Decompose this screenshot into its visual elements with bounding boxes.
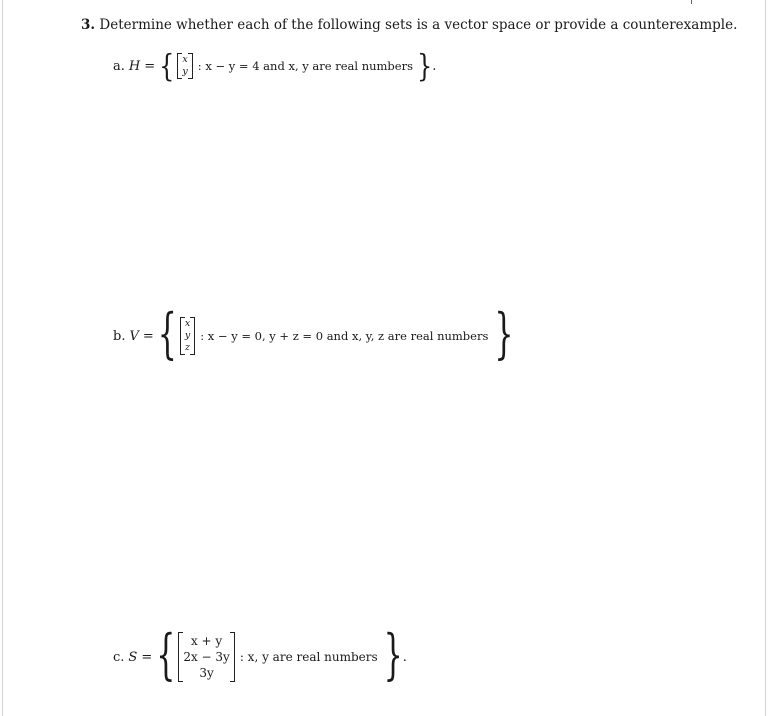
page-corner-mark	[691, 0, 692, 4]
right-brace: }	[494, 303, 514, 367]
problem-text: Determine whether each of the following sets is a vector space or provide a counterexample.	[99, 17, 738, 33]
part-c-condition: : x, y are real numbers	[239, 650, 378, 664]
document-page	[2, 0, 766, 716]
left-brace: {	[156, 624, 176, 688]
vector-entry: x	[182, 54, 188, 65]
part-a-vector	[177, 53, 192, 79]
part-c-vector	[178, 632, 235, 682]
part-b	[113, 305, 513, 367]
part-c-period: .	[402, 649, 407, 665]
part-b-vector	[180, 317, 195, 355]
equals-sign: =	[144, 58, 156, 74]
vector-entry: x + y	[190, 634, 223, 648]
vector-entry: y	[182, 66, 188, 77]
problem-statement	[81, 17, 737, 33]
equals-sign: =	[142, 328, 154, 344]
part-c	[113, 624, 407, 688]
left-brace: {	[159, 47, 175, 85]
part-b-set-name: V	[129, 328, 139, 344]
right-brace: }	[417, 47, 433, 85]
vector-entry: x	[184, 318, 191, 329]
left-brace: {	[157, 303, 177, 367]
equals-sign: =	[141, 649, 153, 665]
part-a-condition: : x − y = 4 and x, y are real numbers	[197, 59, 413, 73]
part-a-set-name: H	[128, 58, 141, 74]
right-brace: }	[383, 624, 403, 688]
part-b-label: b.	[113, 328, 126, 344]
vector-entry: 2x − 3y	[183, 650, 230, 664]
part-a-label: a.	[113, 58, 125, 74]
vector-entry: z	[185, 342, 191, 353]
part-a-period: .	[432, 58, 437, 74]
part-c-label: c.	[113, 649, 125, 665]
vector-entry: 3y	[199, 666, 214, 680]
vector-entry: y	[184, 330, 191, 341]
part-c-set-name: S	[128, 649, 138, 665]
part-a	[113, 49, 436, 83]
part-b-condition: : x − y = 0, y + z = 0 and x, y, z are real numbers	[200, 329, 489, 343]
problem-number: 3.	[81, 17, 96, 33]
